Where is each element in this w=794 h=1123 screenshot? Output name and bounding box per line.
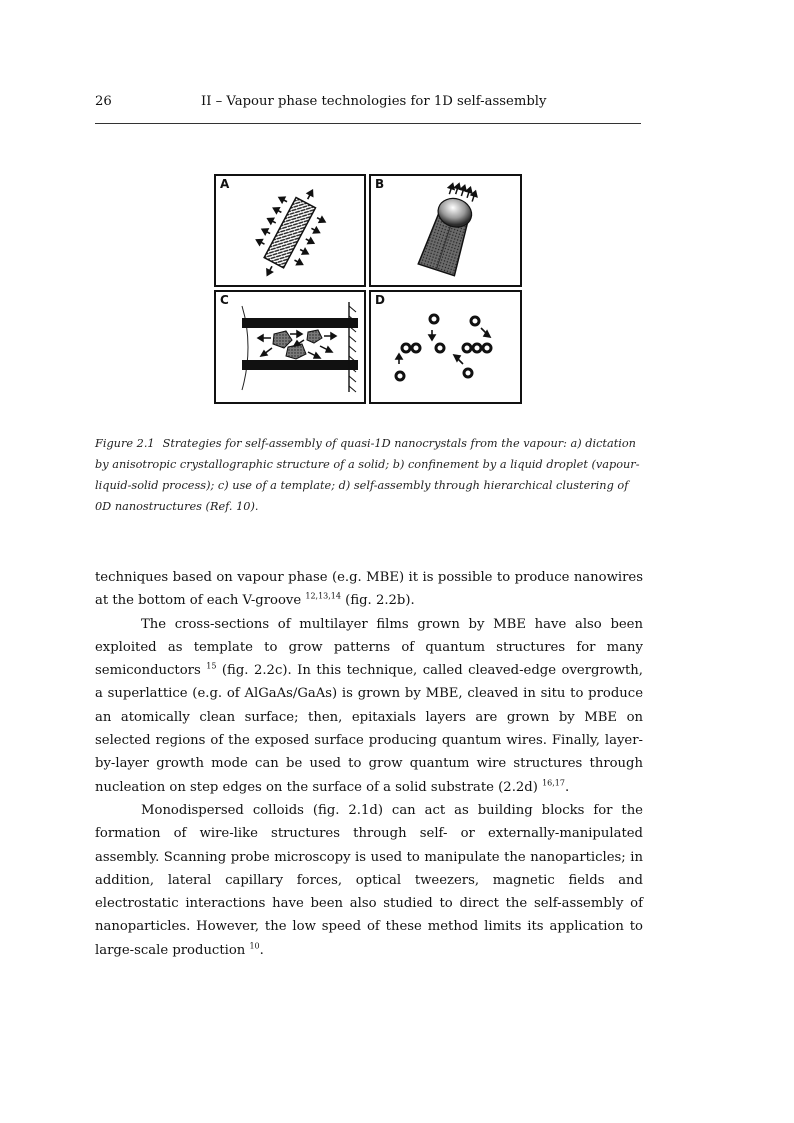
- figure-panel-b: [369, 174, 522, 287]
- caption-text: Strategies for self-assembly of quasi-1D nanocrystals from the vapour: a) dictation by anisotropic crystallographic structure of a solid; b) confinement by a liquid droplet (vapour-liquid-solid process); c) use of a template; d) self-assembly through hierarchical clustering of 0D nanostructures (Ref. 10).: [95, 437, 640, 513]
- body-text: [95, 566, 643, 962]
- paragraph-1: techniques based on vapour phase (e.g. MBE) it is possible to produce nanowires at the bottom of each V-groove $^{12,13,14}$ (fig. 2.2b).: [95, 570, 643, 609]
- caption-label: Figure 2.1: [95, 437, 155, 450]
- figure-panel-c: [214, 290, 366, 404]
- panel-letter-d: D: [375, 293, 385, 307]
- panel-letter-c: C: [220, 293, 229, 307]
- citation: 10: [249, 941, 260, 951]
- template-channel-illustration: [216, 292, 364, 402]
- panel-letter-b: B: [375, 177, 385, 191]
- figure-2-1: [213, 173, 523, 405]
- paragraph-3: Monodispersed colloids (fig. 2.1d) can act as building blocks for the formation of wire-like structures through self- or externally-manipulated assembly. Scanning probe microscopy is used to manipulate the nanoparticles; in addition, lateral capillary forces, optical tweezers, magnetic fields and electrostatic interactions have been also studied to direct the self-assembly of nanoparticles. However, the low speed of these method limits its application to large-scale production $^{10}$.: [95, 802, 643, 958]
- anisotropic-crystal-illustration: [216, 176, 364, 285]
- header-rule: [95, 123, 641, 124]
- running-header: [95, 94, 641, 114]
- paragraph-2: The cross-sections of multilayer films grown by MBE have also been exploited as template to grow patterns of quantum structures for many semiconductors $^{15}$ (fig. 2.2c). In this technique, called cleaved-edge overgrowth, a superlattice (e.g. of AlGaAs/GaAs) is grown by MBE, cleaved in situ to produce an atomically clean surface; then, epitaxials layers are grown by MBE on selected regions of the exposed surface producing quantum wires. Finally, layer-by-layer growth mode can be used to grow quantum wire structures through nucleation on step edges on the surface of a solid substrate (2.2d) $^{16,17}$.: [95, 616, 643, 795]
- running-title: II – Vapour phase technologies for 1D self-assembly: [201, 94, 547, 109]
- particle-clustering-illustration: [371, 292, 520, 402]
- panel-letter-a: A: [220, 177, 230, 191]
- figure-panel-a: [214, 174, 366, 287]
- liquid-droplet-illustration: [371, 176, 520, 285]
- citation: 16,17: [542, 778, 565, 788]
- figure-caption: [95, 433, 643, 517]
- citation: 12,13,14: [305, 591, 341, 601]
- page-number: 26: [95, 94, 112, 109]
- citation: 15: [206, 661, 217, 671]
- figure-panel-d: [369, 290, 522, 404]
